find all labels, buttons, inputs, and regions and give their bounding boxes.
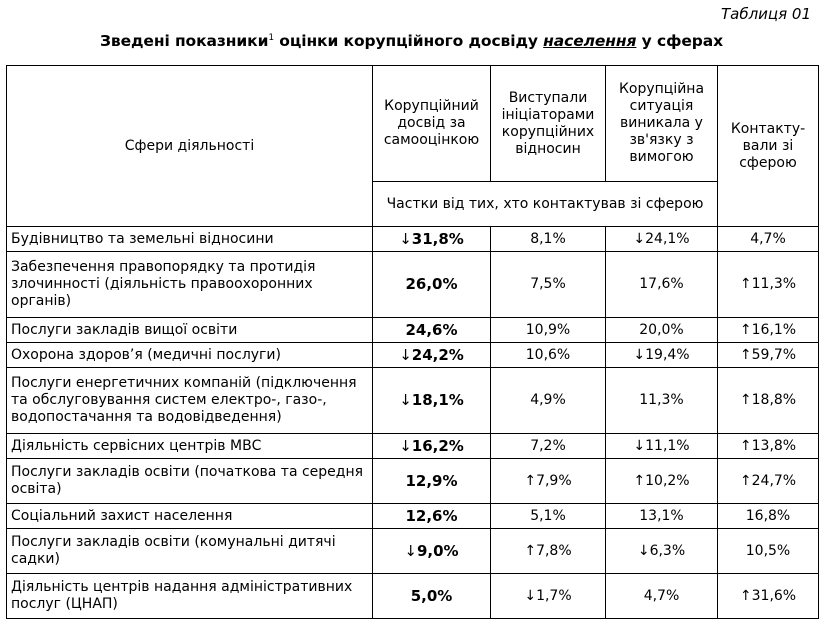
sphere-cell: Послуги закладів освіти (комунальні дитячі садки) bbox=[7, 529, 373, 574]
sphere-cell: Послуги закладів вищої освіти bbox=[7, 318, 373, 343]
value: 16,2% bbox=[411, 436, 464, 455]
value: 16,8% bbox=[745, 507, 791, 524]
value: 24,6% bbox=[405, 320, 458, 339]
on-demand-cell bbox=[606, 368, 718, 434]
experience-cell bbox=[373, 504, 491, 529]
value: 10,2% bbox=[645, 472, 690, 489]
value: 4,9% bbox=[530, 392, 566, 408]
value: 13,1% bbox=[639, 507, 684, 524]
value: 11,3% bbox=[639, 392, 684, 408]
indicators-table bbox=[6, 65, 819, 619]
value: 17,6% bbox=[639, 276, 684, 292]
sphere-cell: Послуги закладів освіти (початкова та середня освіта) bbox=[7, 459, 373, 504]
title-part: Зведені показники bbox=[99, 32, 269, 50]
initiators-cell bbox=[491, 368, 606, 434]
trend-arrow-icon: ↑ bbox=[739, 276, 752, 292]
value: 7,8% bbox=[536, 542, 572, 559]
experience-cell bbox=[373, 459, 491, 504]
value: 7,9% bbox=[536, 472, 572, 489]
trend-arrow-icon: ↑ bbox=[739, 587, 752, 604]
table-row bbox=[7, 318, 819, 343]
header-experience: Корупційний досвід за самооцінкою bbox=[373, 66, 491, 182]
table-row bbox=[7, 227, 819, 252]
table-title bbox=[0, 32, 823, 50]
trend-arrow-icon: ↑ bbox=[524, 472, 537, 489]
experience-cell bbox=[373, 529, 491, 574]
on-demand-cell bbox=[606, 318, 718, 343]
initiators-cell bbox=[491, 459, 606, 504]
header-initiators: Виступали ініціаторами корупційних відносин bbox=[491, 66, 606, 182]
value: 20,0% bbox=[639, 321, 684, 338]
trend-arrow-icon: ↑ bbox=[739, 437, 752, 454]
trend-arrow-icon: ↓ bbox=[524, 587, 537, 604]
value: 10,5% bbox=[745, 542, 791, 559]
value: 19,4% bbox=[645, 346, 690, 363]
sphere-cell: Соціальний захист населення bbox=[7, 504, 373, 529]
trend-arrow-icon: ↓ bbox=[637, 542, 650, 559]
trend-arrow-icon: ↓ bbox=[399, 436, 412, 455]
value: 11,3% bbox=[751, 276, 797, 292]
contacted-cell bbox=[718, 227, 819, 252]
trend-arrow-icon: ↓ bbox=[399, 391, 412, 409]
table-row bbox=[7, 574, 819, 619]
table-caption: Таблиця 01 bbox=[720, 5, 811, 23]
contacted-cell bbox=[718, 529, 819, 574]
value: 24,2% bbox=[411, 345, 464, 364]
value: 4,7% bbox=[750, 230, 786, 247]
value: 7,5% bbox=[530, 276, 566, 292]
value: 9,0% bbox=[416, 541, 459, 560]
on-demand-cell bbox=[606, 529, 718, 574]
header-on-demand: Корупційна ситуація виникала у зв'язку з вимогою bbox=[606, 66, 718, 182]
contacted-cell bbox=[718, 459, 819, 504]
initiators-cell bbox=[491, 318, 606, 343]
title-part: у сферах bbox=[636, 32, 724, 50]
sphere-cell: Будівництво та земельні відносини bbox=[7, 227, 373, 252]
value: 18,1% bbox=[411, 391, 464, 409]
initiators-cell bbox=[491, 343, 606, 368]
value: 8,1% bbox=[530, 230, 566, 247]
trend-arrow-icon: ↑ bbox=[739, 472, 752, 489]
title-emphasis: населення bbox=[543, 32, 637, 50]
title-part: оцінки корупційного досвіду bbox=[274, 32, 544, 50]
contacted-cell bbox=[718, 504, 819, 529]
value: 13,8% bbox=[751, 437, 797, 454]
trend-arrow-icon: ↓ bbox=[633, 346, 646, 363]
value: 12,6% bbox=[405, 506, 458, 525]
trend-arrow-icon: ↑ bbox=[633, 472, 646, 489]
value: 7,2% bbox=[530, 437, 566, 454]
trend-arrow-icon: ↓ bbox=[633, 230, 646, 247]
experience-cell bbox=[373, 227, 491, 252]
value: 59,7% bbox=[751, 346, 797, 363]
experience-cell bbox=[373, 343, 491, 368]
table-row bbox=[7, 252, 819, 318]
value: 18,8% bbox=[751, 392, 797, 408]
contacted-cell bbox=[718, 343, 819, 368]
header-share-note: Частки від тих, хто контактував зі сферою bbox=[373, 182, 718, 227]
contacted-cell bbox=[718, 368, 819, 434]
table-row bbox=[7, 343, 819, 368]
trend-arrow-icon: ↑ bbox=[524, 542, 537, 559]
value: 12,9% bbox=[405, 471, 458, 490]
trend-arrow-icon: ↓ bbox=[633, 437, 646, 454]
value: 11,1% bbox=[645, 437, 690, 454]
value: 24,7% bbox=[751, 472, 797, 489]
experience-cell bbox=[373, 434, 491, 459]
sphere-cell: Послуги енергетичних компаній (підключення та обслуговування систем електро-, газо-, водопостачання та водовідведення) bbox=[7, 368, 373, 434]
table-row bbox=[7, 529, 819, 574]
trend-arrow-icon: ↑ bbox=[739, 346, 752, 363]
value: 6,3% bbox=[649, 542, 686, 559]
initiators-cell bbox=[491, 252, 606, 318]
value: 31,8% bbox=[411, 229, 464, 248]
experience-cell bbox=[373, 252, 491, 318]
header-sphere: Сфери діяльності bbox=[7, 66, 373, 227]
value: 16,1% bbox=[751, 321, 797, 338]
sphere-cell: Діяльність центрів надання адміністративних послуг (ЦНАП) bbox=[7, 574, 373, 619]
experience-cell bbox=[373, 574, 491, 619]
value: 10,9% bbox=[525, 321, 571, 338]
trend-arrow-icon: ↓ bbox=[399, 345, 412, 364]
sphere-cell: Забезпечення правопорядку та протидія злочинності (діяльність правоохоронних органів) bbox=[7, 252, 373, 318]
contacted-cell bbox=[718, 434, 819, 459]
sphere-cell: Діяльність сервісних центрів МВС bbox=[7, 434, 373, 459]
table-row bbox=[7, 459, 819, 504]
value: 10,6% bbox=[525, 346, 571, 363]
value: 5,0% bbox=[410, 586, 453, 605]
value: 31,6% bbox=[751, 587, 797, 604]
trend-arrow-icon: ↓ bbox=[404, 541, 417, 560]
contacted-cell bbox=[718, 318, 819, 343]
footnote-marker: 1 bbox=[268, 32, 274, 43]
sphere-cell: Охорона здоров’я (медичні послуги) bbox=[7, 343, 373, 368]
initiators-cell bbox=[491, 434, 606, 459]
table-row bbox=[7, 434, 819, 459]
trend-arrow-icon: ↓ bbox=[399, 229, 412, 248]
value: 4,7% bbox=[643, 587, 680, 604]
value: 1,7% bbox=[536, 587, 572, 604]
initiators-cell bbox=[491, 504, 606, 529]
on-demand-cell bbox=[606, 434, 718, 459]
experience-cell bbox=[373, 318, 491, 343]
table-row bbox=[7, 368, 819, 434]
header-contacted: Контакту-вали зі сферою bbox=[718, 66, 819, 227]
on-demand-cell bbox=[606, 227, 718, 252]
initiators-cell bbox=[491, 227, 606, 252]
table-row bbox=[7, 504, 819, 529]
experience-cell bbox=[373, 368, 491, 434]
trend-arrow-icon: ↑ bbox=[739, 321, 752, 338]
value: 26,0% bbox=[405, 275, 458, 293]
contacted-cell bbox=[718, 252, 819, 318]
value: 24,1% bbox=[645, 230, 690, 247]
on-demand-cell bbox=[606, 574, 718, 619]
on-demand-cell bbox=[606, 343, 718, 368]
contacted-cell bbox=[718, 574, 819, 619]
value: 5,1% bbox=[530, 507, 566, 524]
on-demand-cell bbox=[606, 504, 718, 529]
on-demand-cell bbox=[606, 459, 718, 504]
trend-arrow-icon: ↑ bbox=[739, 392, 752, 408]
on-demand-cell bbox=[606, 252, 718, 318]
initiators-cell bbox=[491, 529, 606, 574]
initiators-cell bbox=[491, 574, 606, 619]
